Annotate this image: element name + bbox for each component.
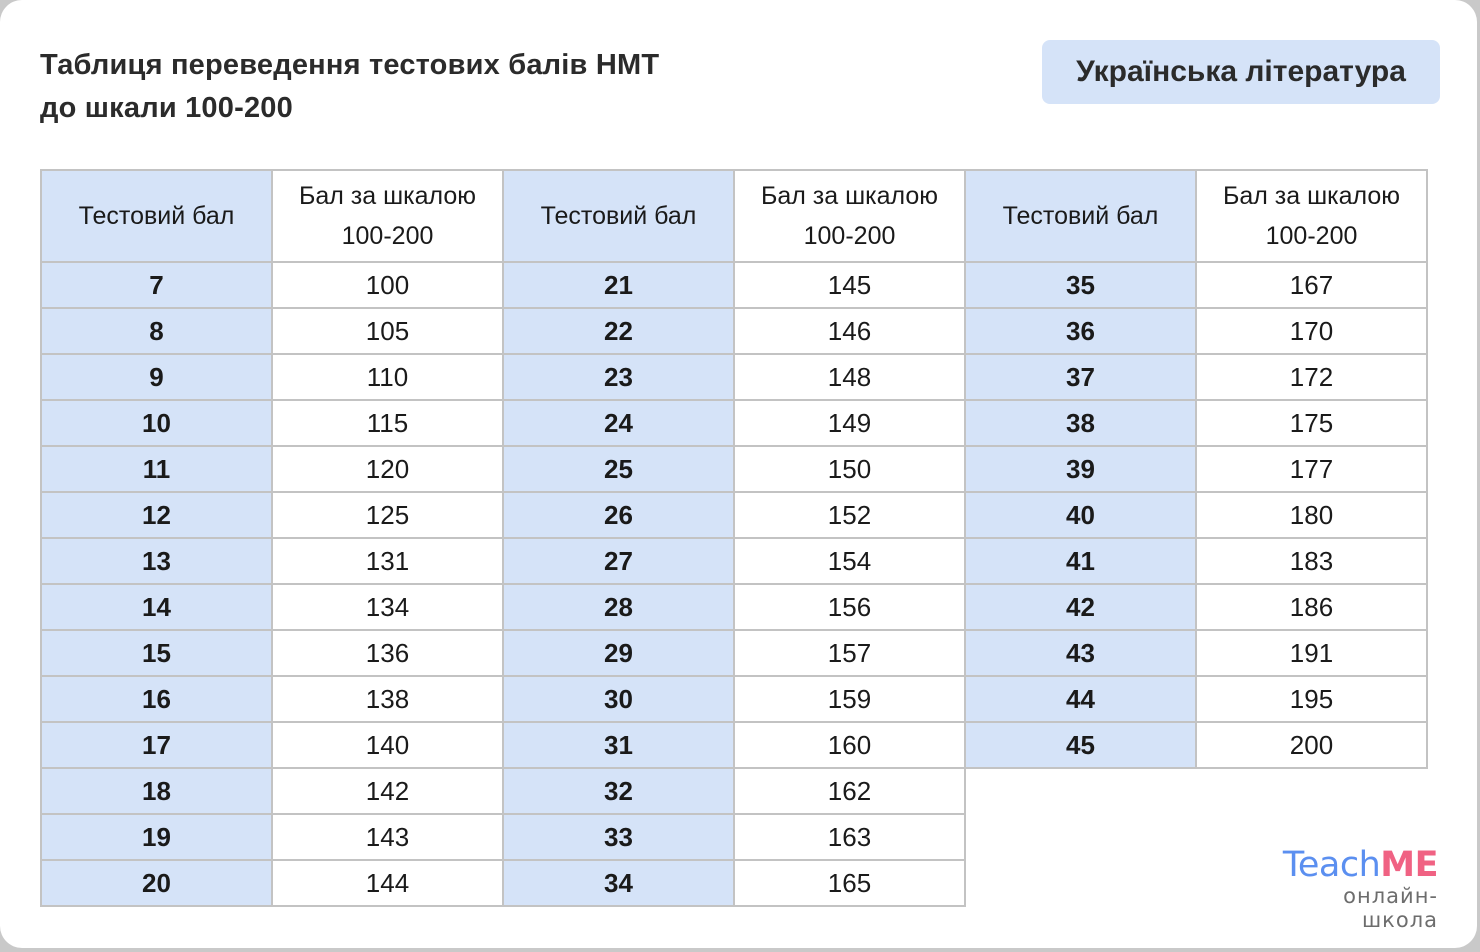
test-score-cell: 38 [965, 400, 1196, 446]
table-row [41, 400, 1427, 446]
scale-score-cell: 154 [734, 538, 965, 584]
scale-score-cell: 180 [1196, 492, 1427, 538]
test-score-cell: 18 [41, 768, 272, 814]
teachme-logo [1276, 846, 1438, 932]
empty-cell [965, 860, 1196, 906]
scale-score-cell: 120 [272, 446, 503, 492]
test-score-cell: 16 [41, 676, 272, 722]
scale-score-cell: 191 [1196, 630, 1427, 676]
scale-score-cell: 149 [734, 400, 965, 446]
table-row [41, 768, 1427, 814]
test-score-cell: 31 [503, 722, 734, 768]
logo-me: ME [1380, 845, 1438, 885]
table-body [41, 262, 1427, 906]
header-scale-label: Бал за шкалою 100-200 [760, 182, 939, 250]
table-row [41, 538, 1427, 584]
scale-score-cell: 115 [272, 400, 503, 446]
logo-wordmark [1276, 846, 1438, 884]
test-score-cell: 17 [41, 722, 272, 768]
test-score-cell: 26 [503, 492, 734, 538]
scale-score-cell: 142 [272, 768, 503, 814]
table-row [41, 354, 1427, 400]
scale-score-cell: 105 [272, 308, 503, 354]
scale-score-cell: 143 [272, 814, 503, 860]
table-row [41, 446, 1427, 492]
scale-score-cell: 177 [1196, 446, 1427, 492]
test-score-cell: 10 [41, 400, 272, 446]
scale-score-cell: 200 [1196, 722, 1427, 768]
test-score-cell: 21 [503, 262, 734, 308]
scale-score-cell: 186 [1196, 584, 1427, 630]
page-title [40, 44, 659, 130]
scale-score-cell: 163 [734, 814, 965, 860]
scale-score-cell: 140 [272, 722, 503, 768]
header-scale-score-3 [1196, 170, 1427, 262]
test-score-cell: 45 [965, 722, 1196, 768]
test-score-cell: 12 [41, 492, 272, 538]
empty-cell [965, 768, 1196, 814]
test-score-cell: 11 [41, 446, 272, 492]
title-line-2: до шкали 100-200 [40, 92, 293, 124]
test-score-cell: 20 [41, 860, 272, 906]
test-score-cell: 41 [965, 538, 1196, 584]
test-score-cell: 44 [965, 676, 1196, 722]
scale-score-cell: 150 [734, 446, 965, 492]
logo-teach: Teach [1282, 845, 1381, 885]
header-test-score-1: Тестовий бал [41, 170, 272, 262]
scale-score-cell: 148 [734, 354, 965, 400]
test-score-cell: 27 [503, 538, 734, 584]
test-score-cell: 29 [503, 630, 734, 676]
scale-score-cell: 136 [272, 630, 503, 676]
table-row [41, 630, 1427, 676]
table-row [41, 308, 1427, 354]
scale-score-cell: 152 [734, 492, 965, 538]
header-scale-label: Бал за шкалою 100-200 [298, 182, 477, 250]
scale-score-cell: 167 [1196, 262, 1427, 308]
test-score-cell: 42 [965, 584, 1196, 630]
scale-score-cell: 134 [272, 584, 503, 630]
test-score-cell: 14 [41, 584, 272, 630]
scale-score-cell: 138 [272, 676, 503, 722]
scale-score-cell: 170 [1196, 308, 1427, 354]
header-scale-label: Бал за шкалою 100-200 [1222, 182, 1401, 250]
test-score-cell: 23 [503, 354, 734, 400]
conversion-table [40, 169, 1428, 907]
header-scale-score-2 [734, 170, 965, 262]
table-row [41, 722, 1427, 768]
subject-badge: Українська література [1042, 40, 1440, 104]
header-test-score-3: Тестовий бал [965, 170, 1196, 262]
test-score-cell: 13 [41, 538, 272, 584]
test-score-cell: 43 [965, 630, 1196, 676]
test-score-cell: 35 [965, 262, 1196, 308]
test-score-cell: 15 [41, 630, 272, 676]
scale-score-cell: 145 [734, 262, 965, 308]
table-row [41, 814, 1427, 860]
scale-score-cell: 125 [272, 492, 503, 538]
scale-score-cell: 156 [734, 584, 965, 630]
table-row [41, 860, 1427, 906]
scale-score-cell: 159 [734, 676, 965, 722]
logo-tagline: онлайн-школа [1343, 884, 1438, 932]
table-row [41, 262, 1427, 308]
test-score-cell: 30 [503, 676, 734, 722]
scale-score-cell: 100 [272, 262, 503, 308]
header-scale-score-1 [272, 170, 503, 262]
test-score-cell: 22 [503, 308, 734, 354]
scale-score-cell: 162 [734, 768, 965, 814]
title-line-1: Таблиця переведення тестових балів НМТ [40, 49, 660, 81]
table-header-row [41, 170, 1427, 262]
scale-score-cell: 157 [734, 630, 965, 676]
test-score-cell: 33 [503, 814, 734, 860]
scale-score-cell: 183 [1196, 538, 1427, 584]
table-row [41, 584, 1427, 630]
test-score-cell: 8 [41, 308, 272, 354]
test-score-cell: 39 [965, 446, 1196, 492]
test-score-cell: 40 [965, 492, 1196, 538]
test-score-cell: 36 [965, 308, 1196, 354]
empty-cell [965, 814, 1196, 860]
scale-score-cell: 110 [272, 354, 503, 400]
scale-score-cell: 195 [1196, 676, 1427, 722]
scale-score-cell: 146 [734, 308, 965, 354]
scale-score-cell: 172 [1196, 354, 1427, 400]
scale-score-cell: 160 [734, 722, 965, 768]
table-row [41, 676, 1427, 722]
test-score-cell: 37 [965, 354, 1196, 400]
test-score-cell: 25 [503, 446, 734, 492]
test-score-cell: 24 [503, 400, 734, 446]
scale-score-cell: 165 [734, 860, 965, 906]
table-row [41, 492, 1427, 538]
scale-score-cell: 144 [272, 860, 503, 906]
test-score-cell: 32 [503, 768, 734, 814]
test-score-cell: 34 [503, 860, 734, 906]
test-score-cell: 9 [41, 354, 272, 400]
scale-score-cell: 175 [1196, 400, 1427, 446]
scale-score-cell: 131 [272, 538, 503, 584]
test-score-cell: 7 [41, 262, 272, 308]
empty-cell [1196, 768, 1427, 814]
header-test-score-2: Тестовий бал [503, 170, 734, 262]
test-score-cell: 28 [503, 584, 734, 630]
test-score-cell: 19 [41, 814, 272, 860]
